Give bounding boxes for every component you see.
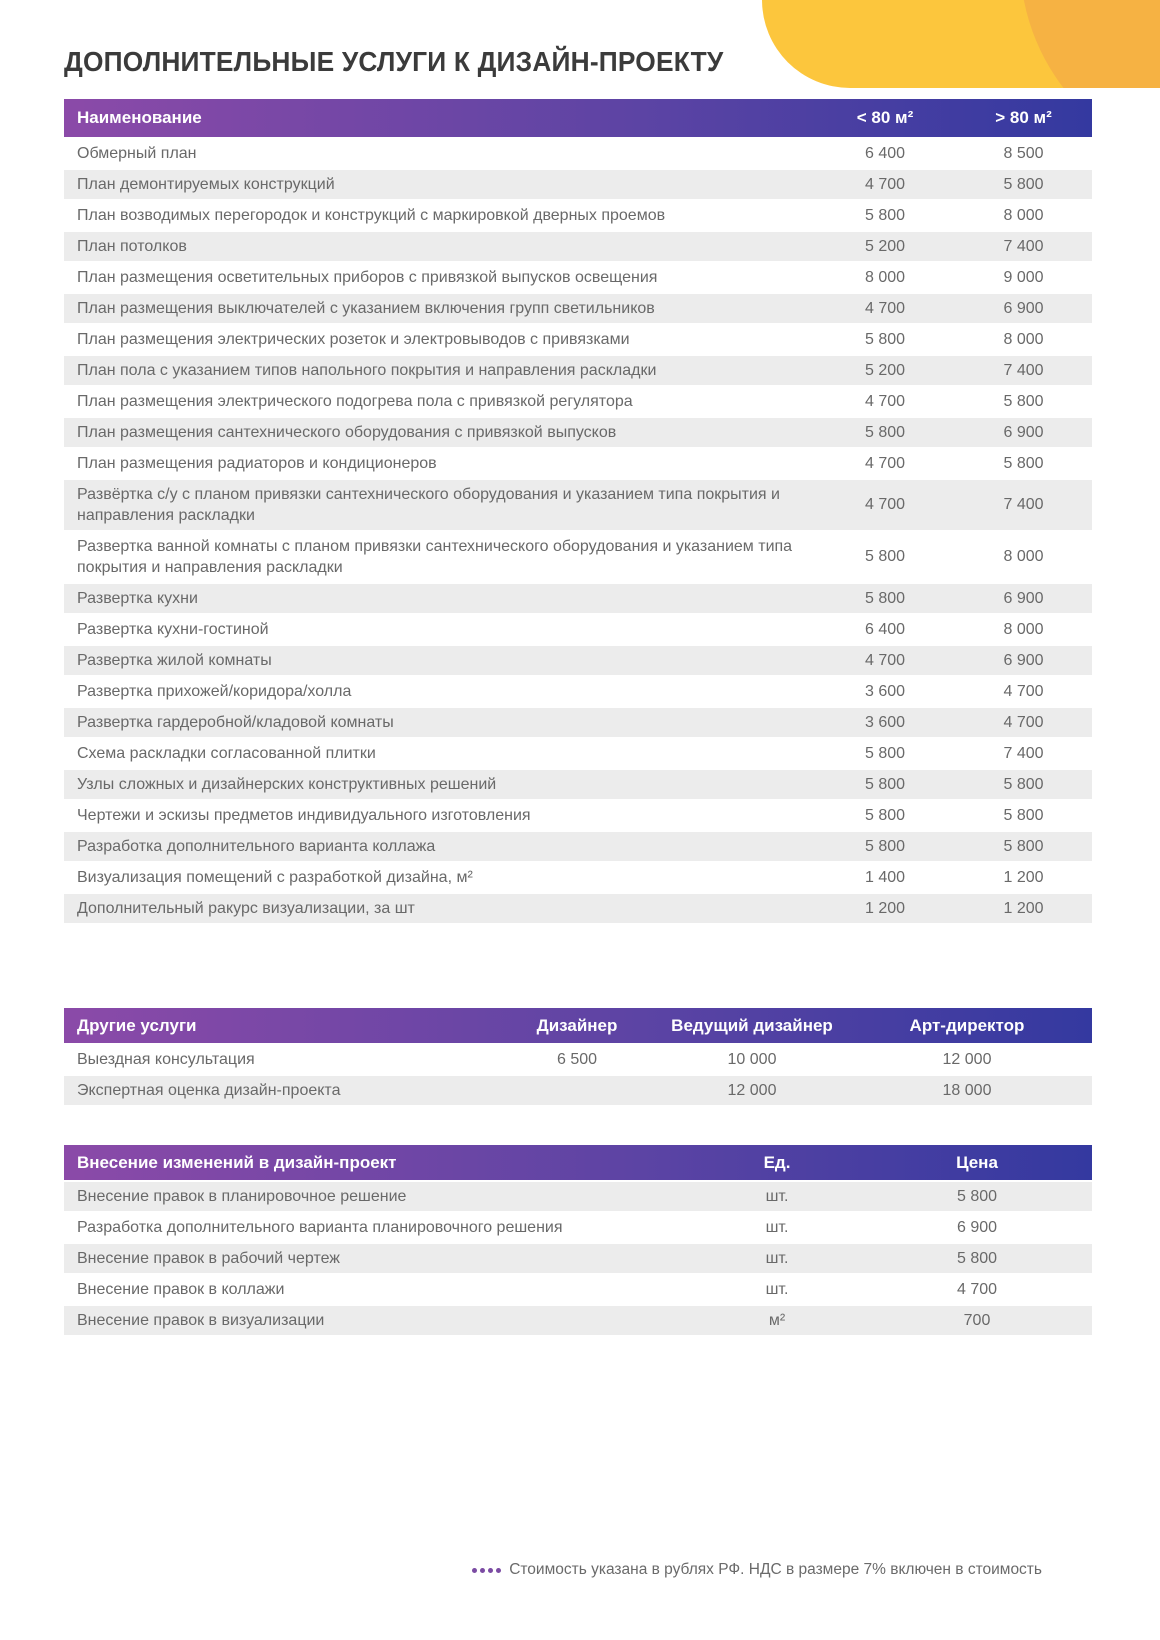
column-header-price: Цена <box>956 1152 998 1172</box>
unit-value: шт. <box>765 1218 789 1236</box>
price-gt80: 5 800 <box>1003 837 1044 855</box>
price-gt80: 7 400 <box>1003 237 1044 255</box>
table-row <box>64 894 1092 923</box>
corner-accent-circle <box>1020 0 1160 88</box>
price-gt80: 4 700 <box>1003 713 1044 731</box>
service-name: Экспертная оценка дизайн-проекта <box>77 1082 341 1099</box>
price-gt80: 8 000 <box>1003 206 1044 224</box>
service-name: План демонтируемых конструкций <box>77 176 335 193</box>
column-header-art-director: Арт-директор <box>909 1015 1025 1035</box>
price-lt80: 5 800 <box>864 548 906 565</box>
changes-table-body <box>64 1182 1092 1335</box>
table-row <box>64 1244 1092 1273</box>
footnote-dots-icon <box>472 1568 501 1573</box>
price-gt80: 5 800 <box>1003 454 1044 472</box>
price-gt80: 8 000 <box>1003 548 1044 565</box>
corner-accent-shape <box>762 0 1160 88</box>
price-lt80: 4 700 <box>864 454 906 472</box>
service-name: Визуализация помещений с разработкой дизайна, м² <box>77 869 473 886</box>
price-gt80: 5 800 <box>1003 806 1044 824</box>
column-header-name: Наименование <box>77 108 202 127</box>
price-gt80: 1 200 <box>1003 899 1044 917</box>
table-row <box>64 832 1092 861</box>
price-gt80: 7 400 <box>1003 496 1044 513</box>
price-lt80: 4 700 <box>864 299 906 317</box>
table-row <box>64 708 1092 737</box>
column-header-gt80: > 80 м² <box>995 108 1052 127</box>
service-name: Разработка дополнительного варианта планировочного решения <box>77 1219 563 1236</box>
services-table-header <box>64 99 1092 137</box>
unit-value: шт. <box>765 1187 789 1205</box>
price-lead-designer: 12 000 <box>727 1081 777 1099</box>
changes-table-header <box>64 1145 1092 1180</box>
service-name: Чертежи и эскизы предметов индивидуального изготовления <box>77 807 531 824</box>
price-lt80: 3 600 <box>864 682 906 700</box>
table-row <box>64 387 1092 416</box>
other-services-table-header <box>64 1008 1092 1043</box>
service-name: Разработка дополнительного варианта коллажа <box>77 838 436 855</box>
column-header-other-services: Другие услуги <box>77 1015 197 1035</box>
column-header-unit: Ед. <box>763 1152 791 1172</box>
service-name: Развертка кухни <box>77 590 198 607</box>
price-lt80: 4 700 <box>864 175 906 193</box>
price-gt80: 5 800 <box>1003 175 1044 193</box>
table-row <box>64 739 1092 768</box>
table-row <box>64 294 1092 323</box>
service-name: План размещения электрических розеток и электровыводов с привязками <box>77 331 630 348</box>
table-row <box>64 532 1092 582</box>
table-row <box>64 646 1092 675</box>
table-row <box>64 356 1092 385</box>
service-name: Развертка кухни-гостиной <box>77 621 269 638</box>
service-name: План размещения осветительных приборов с привязкой выпусков освещения <box>77 269 658 286</box>
table-row <box>64 584 1092 613</box>
page-title: ДОПОЛНИТЕЛЬНЫЕ УСЛУГИ К ДИЗАЙН-ПРОЕКТУ <box>64 46 724 77</box>
table-row <box>64 325 1092 354</box>
services-table-body <box>64 139 1092 923</box>
price-designer: 6 500 <box>556 1050 598 1068</box>
table-row <box>64 615 1092 644</box>
price-lt80: 8 000 <box>864 268 906 286</box>
footnote-text: Стоимость указана в рублях РФ. НДС в размере 7% включен в стоимость <box>509 1561 1042 1578</box>
unit-value: м² <box>768 1311 786 1329</box>
price-lt80: 3 600 <box>864 713 906 731</box>
service-name: План размещения выключателей с указанием включения групп светильников <box>77 300 655 317</box>
price-lt80: 1 400 <box>864 868 906 886</box>
service-name: План возводимых перегородок и конструкций с маркировкой дверных проемов <box>77 207 666 224</box>
service-name: План размещения электрического подогрева пола с привязкой регулятора <box>77 393 633 410</box>
service-name: План размещения сантехнического оборудования с привязкой выпусков <box>77 424 617 441</box>
price-lt80: 5 800 <box>864 206 906 224</box>
price-lt80: 5 200 <box>864 361 906 379</box>
table-row <box>64 801 1092 830</box>
price-lt80: 6 400 <box>864 620 906 638</box>
price-lead-designer: 10 000 <box>727 1050 777 1068</box>
services-table <box>64 99 1092 923</box>
service-name: Развертка прихожей/коридора/холла <box>77 683 352 700</box>
service-name: План пола с указанием типов напольного покрытия и направления раскладки <box>77 362 657 379</box>
table-row <box>64 1182 1092 1211</box>
service-name: Развёртка с/у с планом привязки сантехнического оборудования и указанием типа покрытия и направления раскладки <box>77 486 780 524</box>
footnote <box>0 1561 1042 1579</box>
price-value: 4 700 <box>956 1280 998 1298</box>
service-name: Дополнительный ракурс визуализации, за шт <box>77 900 415 917</box>
price-lt80: 1 200 <box>864 899 906 917</box>
service-name: Внесение правок в планировочное решение <box>77 1188 407 1205</box>
column-header-lead-designer: Ведущий дизайнер <box>671 1015 833 1035</box>
service-name: Внесение правок в коллажи <box>77 1281 285 1298</box>
price-lt80: 5 800 <box>864 330 906 348</box>
price-value: 5 800 <box>956 1187 998 1205</box>
table-row <box>64 170 1092 199</box>
price-value: 700 <box>963 1311 991 1329</box>
table-row <box>64 677 1092 706</box>
table-row <box>64 418 1092 447</box>
column-header-designer: Дизайнер <box>536 1015 618 1035</box>
table-row <box>64 1045 1092 1074</box>
table-row <box>64 1275 1092 1304</box>
price-lt80: 5 800 <box>864 423 906 441</box>
other-services-table <box>64 1008 1092 1105</box>
service-name: Внесение правок в рабочий чертеж <box>77 1250 341 1267</box>
table-row <box>64 863 1092 892</box>
price-art-director: 18 000 <box>942 1081 992 1099</box>
price-gt80: 6 900 <box>1003 299 1044 317</box>
price-lt80: 4 700 <box>864 496 906 513</box>
price-gt80: 7 400 <box>1003 361 1044 379</box>
price-lt80: 5 800 <box>864 775 906 793</box>
price-lt80: 5 200 <box>864 237 906 255</box>
service-name: План размещения радиаторов и кондиционеров <box>77 455 437 472</box>
table-row <box>64 449 1092 478</box>
price-lt80: 4 700 <box>864 651 906 669</box>
table-row <box>64 263 1092 292</box>
service-name: Развертка ванной комнаты с планом привязки сантехнического оборудования и указанием типа покрытия и направления раскладки <box>77 538 793 576</box>
service-name: Выездная консультация <box>77 1051 255 1068</box>
table-row <box>64 1076 1092 1105</box>
price-value: 5 800 <box>956 1249 998 1267</box>
other-services-table-body <box>64 1045 1092 1105</box>
price-gt80: 7 400 <box>1003 744 1044 762</box>
changes-table <box>64 1145 1092 1335</box>
price-gt80: 5 800 <box>1003 392 1044 410</box>
column-header-changes: Внесение изменений в дизайн-проект <box>77 1152 397 1172</box>
table-row <box>64 201 1092 230</box>
price-gt80: 1 200 <box>1003 868 1044 886</box>
price-gt80: 8 000 <box>1003 330 1044 348</box>
price-gt80: 6 900 <box>1003 651 1044 669</box>
price-lt80: 4 700 <box>864 392 906 410</box>
price-gt80: 5 800 <box>1003 775 1044 793</box>
price-gt80: 8 000 <box>1003 620 1044 638</box>
price-value: 6 900 <box>956 1218 998 1236</box>
price-art-director: 12 000 <box>942 1050 992 1068</box>
service-name: Развертка жилой комнаты <box>77 652 272 669</box>
service-name: Узлы сложных и дизайнерских конструктивных решений <box>77 776 497 793</box>
service-name: План потолков <box>77 238 187 255</box>
price-gt80: 4 700 <box>1003 682 1044 700</box>
price-gt80: 6 900 <box>1003 589 1044 607</box>
service-name: Схема раскладки согласованной плитки <box>77 745 376 762</box>
price-gt80: 8 500 <box>1003 144 1044 162</box>
table-row <box>64 1306 1092 1335</box>
table-row <box>64 232 1092 261</box>
price-lt80: 6 400 <box>864 144 906 162</box>
price-lt80: 5 800 <box>864 806 906 824</box>
price-gt80: 6 900 <box>1003 423 1044 441</box>
price-lt80: 5 800 <box>864 589 906 607</box>
service-name: Внесение правок в визуализации <box>77 1312 325 1329</box>
price-gt80: 9 000 <box>1003 268 1044 286</box>
table-row <box>64 1213 1092 1242</box>
price-lt80: 5 800 <box>864 837 906 855</box>
table-row <box>64 139 1092 168</box>
service-name: Обмерный план <box>77 145 197 162</box>
table-row <box>64 770 1092 799</box>
unit-value: шт. <box>765 1280 789 1298</box>
price-lt80: 5 800 <box>864 744 906 762</box>
table-row <box>64 480 1092 530</box>
unit-value: шт. <box>765 1249 789 1267</box>
service-name: Развертка гардеробной/кладовой комнаты <box>77 714 394 731</box>
column-header-lt80: < 80 м² <box>856 108 914 127</box>
